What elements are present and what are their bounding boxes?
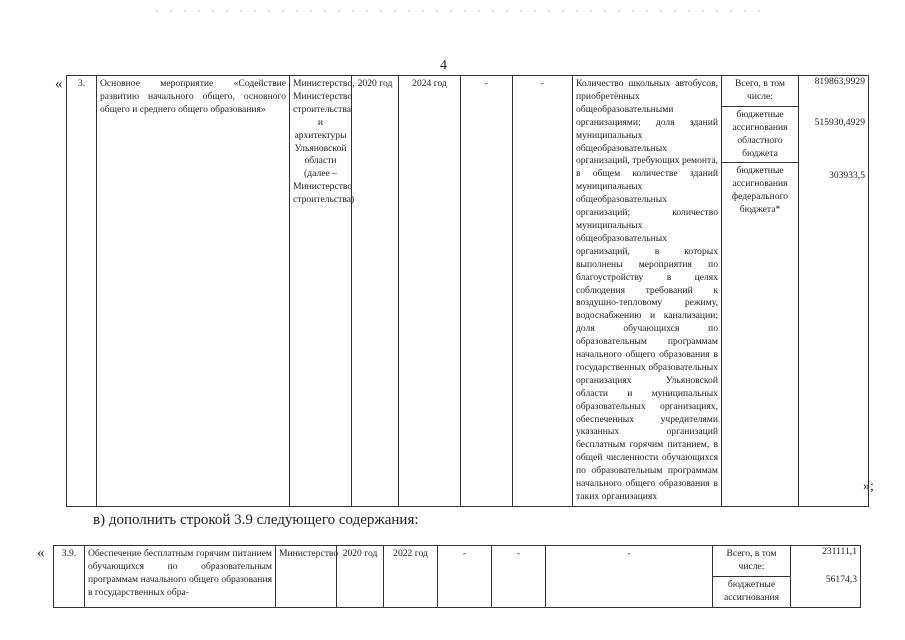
source-regional: бюджетные ассигнования [723, 578, 780, 603]
dash-cell: - [546, 546, 713, 608]
activity-name: Основное мероприятие «Содействие развитию начального общего, основного общего и среднего общего образования» [97, 76, 290, 507]
funding-amounts [791, 546, 861, 608]
amount-regional: 515930,4929 [814, 117, 865, 128]
amount-federal: 303933,5 [829, 170, 865, 181]
scan-noise [150, 8, 770, 14]
source-total: Всего, в том числе: [713, 546, 790, 577]
page-number: 4 [440, 58, 447, 73]
amount-regional: 56174,3 [825, 574, 857, 585]
start-year: 2020 год [337, 546, 384, 608]
executor: Министерство, Министерство строительства и архитектуры Ульяновской области (далее – Министерство строительства) [290, 76, 352, 507]
executor: Министерство [276, 546, 337, 608]
open-quote-1: « [55, 76, 63, 92]
dash-cell: - [461, 76, 513, 507]
amount-total: 231111,1 [822, 546, 857, 557]
dash-cell: - [438, 546, 492, 608]
source-regional: бюджетные ассигнования областного бюджета [722, 107, 798, 164]
source-total: Всего, в том числе: [722, 76, 798, 107]
source-federal: бюджетные ассигнования федерального бюджета* [731, 165, 789, 216]
program-table-1 [66, 75, 869, 507]
amount-total: 819863,9929 [814, 76, 865, 87]
table-row [67, 76, 869, 507]
funding-sources [722, 76, 799, 507]
dash-cell: - [492, 546, 546, 608]
end-year: 2024 год [399, 76, 461, 507]
indicators: Количество школьных автобусов, приобретённых общеобразовательными организациями; доля зданий муниципальных общеобразовательных организаций, требующих ремонта, в общем количестве зданий муниципальных общеобразовательных организаций; количество муниципальных общеобразовательных организаций, в которых выполнены мероприятия по благоустройству в целях соблюдения требований к воздушно-тепловому режиму, водоснабжению и канализации; доля обучающихся по образовательным программам начального общего образования в государственных образовательных организациях Ульяновской области и муниципальных образовательных организациях, обеспеченных учредителями указанных организаций бесплатным горячим питанием, в общей численности обучающихся по образовательным программам начального общего образования в таких организациях [573, 76, 722, 507]
end-year: 2022 год [384, 546, 438, 608]
row-number: 3. [67, 76, 97, 507]
funding-sources [713, 546, 791, 608]
program-table-2 [53, 545, 861, 608]
amendment-paragraph: в) дополнить строкой 3.9 следующего содержания: [93, 512, 419, 528]
table-row [54, 546, 861, 608]
close-quote: »; [863, 479, 874, 494]
dash-cell: - [513, 76, 573, 507]
row-number: 3.9. [54, 546, 85, 608]
start-year: 2020 год [352, 76, 399, 507]
activity-name: Обеспечение бесплатным горячим питанием обучающихся по образовательным программам начального общего образования в государственных обра- [85, 546, 276, 608]
funding-amounts [799, 76, 869, 507]
open-quote-2: « [37, 545, 45, 561]
